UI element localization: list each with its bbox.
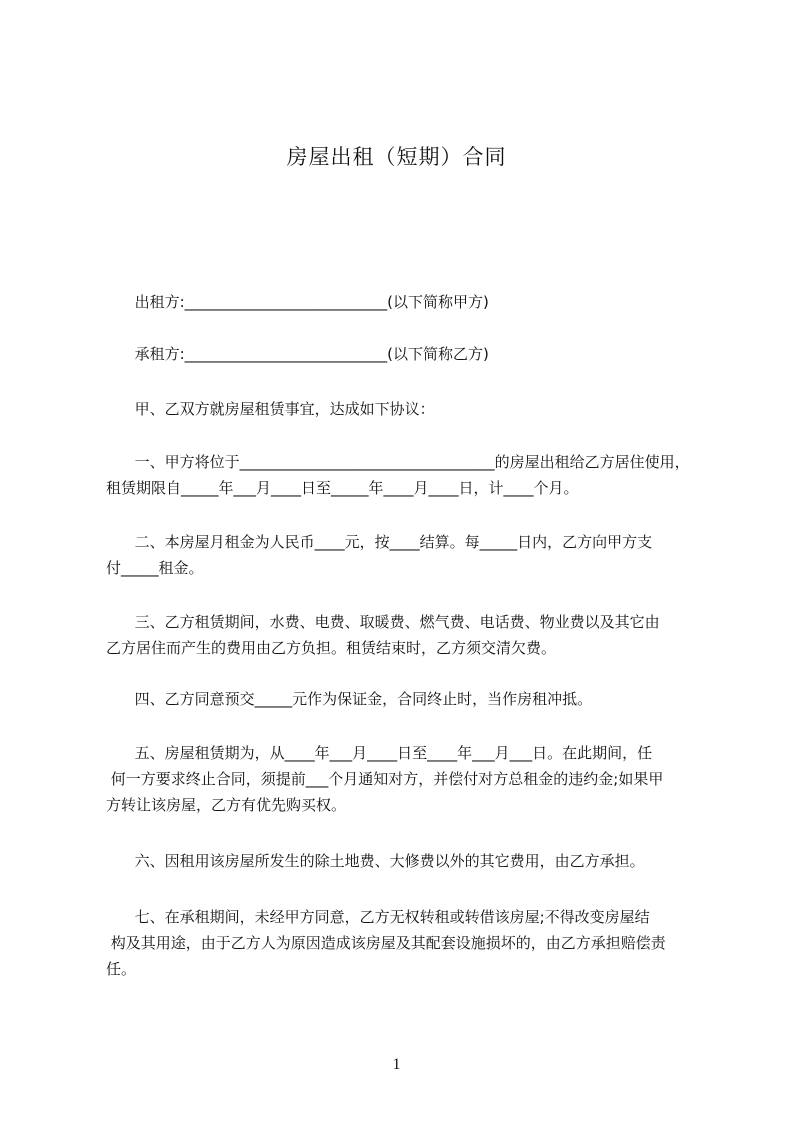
clause-6: 六、因租用该房屋所发生的除土地费、大修费以外的其它费用，由乙方承担。 bbox=[106, 852, 645, 870]
clause-1: 一、甲方将位于__________________________________的房屋出租给乙方居住使用， 租赁期限自_____年___月____日至_____年____月____日，计____个月。 bbox=[106, 453, 690, 497]
page-number: 1 bbox=[392, 1056, 401, 1073]
clause-4: 四、乙方同意预交_____元作为保证金，合同终止时，当作房租冲抵。 bbox=[106, 690, 593, 708]
contract-title: 房屋出租（短期）合同 bbox=[286, 145, 507, 169]
clause-7: 七、在承租期间，未经甲方同意，乙方无权转租或转借该房屋;不得改变房屋结 构及其用途，由于乙方人为原因造成该房屋及其配套设施损坏的，由乙方承担赔偿责 任。 bbox=[106, 908, 666, 978]
agreement-intro: 甲、乙双方就房屋租赁事宜，达成如下协议： bbox=[106, 400, 435, 418]
lessor-line: 出租方:___________________________(以下简称甲方) bbox=[106, 293, 489, 311]
clause-5: 五、房屋租赁期为，从____年___月____日至____年___月___日。在此期间，任 何一方要求终止合同，须提前___个月通知对方，并偿付对方总租金的违约金;如果甲 方转让该房屋，乙方有优先购买权。 bbox=[106, 744, 664, 814]
clause-2: 二、本房屋月租金为人民币____元，按____结算。每_____日内，乙方向甲方支 付_____租金。 bbox=[106, 533, 653, 577]
lessee-line: 承租方:___________________________(以下简称乙方) bbox=[106, 345, 489, 363]
clause-3: 三、乙方租赁期间，水费、电费、取暖费、燃气费、电话费、物业费以及其它由 乙方居住而产生的费用由乙方负担。租赁结束时，乙方须交清欠费。 bbox=[106, 613, 660, 657]
